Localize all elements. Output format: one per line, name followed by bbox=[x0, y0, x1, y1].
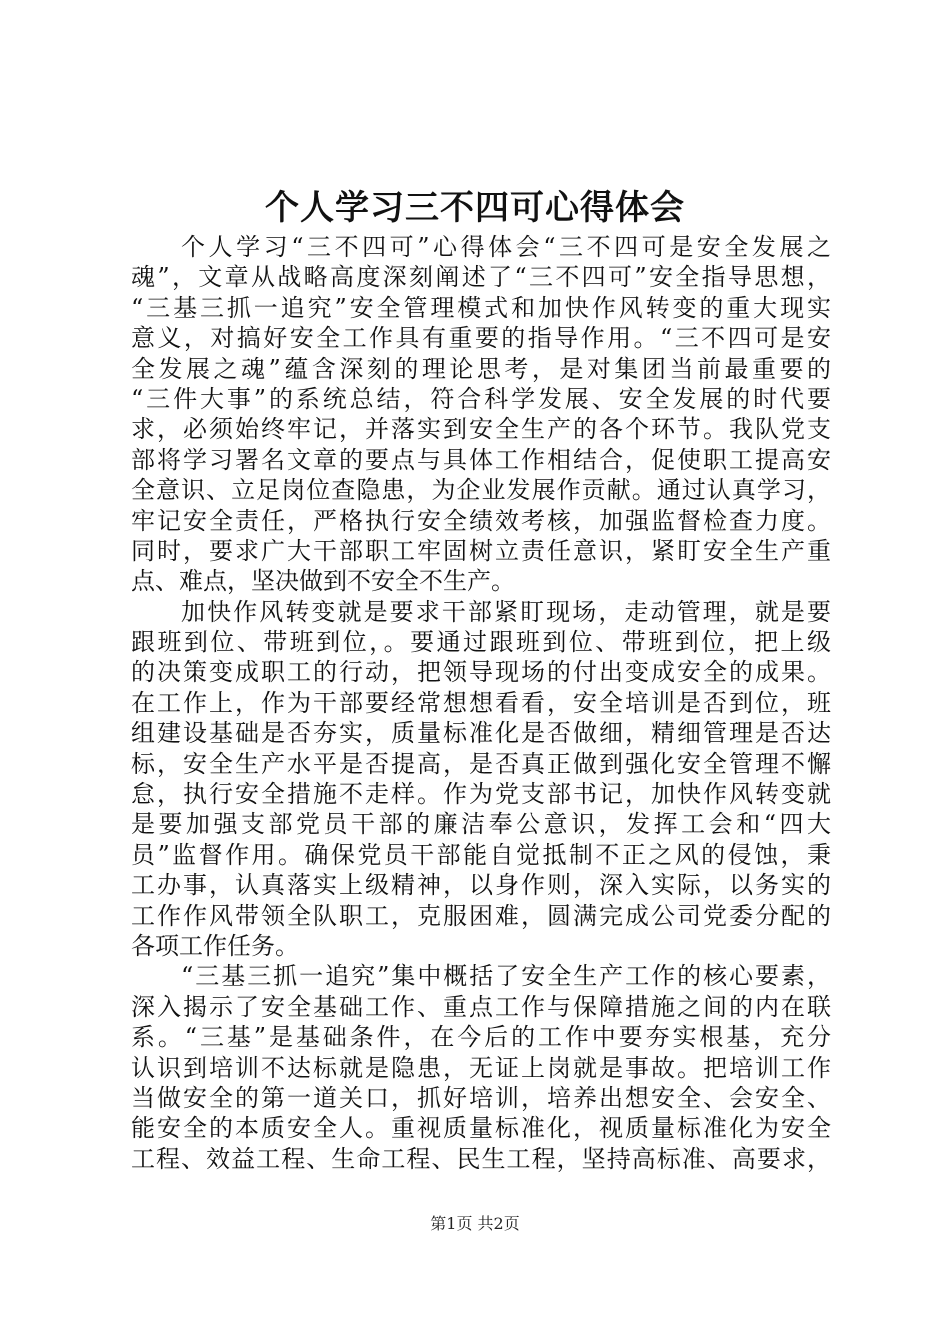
text-line: 个人学习“三不四可”心得体会“三不四可是安全发展之 bbox=[181, 233, 831, 261]
text-line: “三基三抓一追究”集中概括了安全生产工作的核心要素， bbox=[181, 962, 831, 991]
text-line: “三件大事”的系统总结，符合科学发展、安全发展的时代要 bbox=[131, 384, 831, 413]
text-line: “三基三抓一追究”安全管理模式和加快作风转变的重大现实 bbox=[131, 293, 831, 322]
text-line: 怠，执行安全措施不走样。作为党支部书记，加快作风转变就 bbox=[131, 780, 831, 809]
text-line: 组建设基础是否夯实，质量标准化是否做细，精细管理是否达 bbox=[131, 719, 831, 748]
document-body bbox=[131, 232, 831, 1174]
text-line: 点、难点，坚决做到不安全不生产。 bbox=[131, 567, 515, 596]
text-line: 各项工作任务。 bbox=[131, 931, 299, 960]
text-line: 当做安全的第一道关口，抓好培训，培养出想安全、会安全、 bbox=[131, 1083, 831, 1112]
text-line: 工办事，认真落实上级精神，以身作则，深入实际，以务实的 bbox=[131, 871, 831, 900]
text-line: 标，安全生产水平是否提高，是否真正做到强化安全管理不懈 bbox=[131, 749, 831, 778]
text-line: 系。“三基”是基础条件，在今后的工作中要夯实根基，充分 bbox=[131, 1023, 831, 1052]
text-line: 求，必须始终牢记，并落实到安全生产的各个环节。我队党支 bbox=[131, 415, 831, 444]
text-line: 意义，对搞好安全工作具有重要的指导作用。“三不四可是安 bbox=[131, 324, 831, 353]
text-line: 魂”，文章从战略高度深刻阐述了“三不四可”安全指导思想， bbox=[131, 263, 831, 292]
text-line: 全意识、立足岗位查隐患，为企业发展作贡献。通过认真学习， bbox=[131, 476, 831, 505]
text-line: 认识到培训不达标就是隐患，无证上岗就是事故。把培训工作 bbox=[131, 1053, 831, 1082]
text-line: 部将学习署名文章的要点与具体工作相结合，促使职工提高安 bbox=[131, 445, 831, 474]
text-line: 同时，要求广大干部职工牢固树立责任意识，紧盯安全生产重 bbox=[131, 536, 831, 565]
text-line: 加快作风转变就是要求干部紧盯现场，走动管理，就是要 bbox=[181, 597, 831, 626]
text-line: 员”监督作用。确保党员干部能自觉抵制不正之风的侵蚀，秉 bbox=[131, 840, 831, 869]
text-line: 的决策变成职工的行动，把领导现场的付出变成安全的成果。 bbox=[131, 658, 831, 687]
page-number-footer: 第1页 共2页 bbox=[430, 1214, 520, 1233]
text-line: 在工作上，作为干部要经常想想看看，安全培训是否到位，班 bbox=[131, 688, 831, 717]
text-line: 跟班到位、带班到位，。要通过跟班到位、带班到位，把上级 bbox=[131, 628, 831, 657]
text-line: 能安全的本质安全人。重视质量标准化，视质量标准化为安全 bbox=[131, 1114, 831, 1143]
text-line: 牢记安全责任，严格执行安全绩效考核，加强监督检查力度。 bbox=[131, 506, 831, 535]
text-line: 工作作风带领全队职工，克服困难，圆满完成公司党委分配的 bbox=[131, 901, 831, 930]
text-line: 深入揭示了安全基础工作、重点工作与保障措施之间的内在联 bbox=[131, 992, 831, 1021]
text-line: 是要加强支部党员干部的廉洁奉公意识，发挥工会和“四大 bbox=[131, 810, 831, 839]
document-title: 个人学习三不四可心得体会 bbox=[265, 188, 685, 228]
text-line: 全发展之魂”蕴含深刻的理论思考，是对集团当前最重要的 bbox=[131, 354, 831, 383]
text-line: 工程、效益工程、生命工程、民生工程，坚持高标准、高要求， bbox=[131, 1144, 831, 1173]
